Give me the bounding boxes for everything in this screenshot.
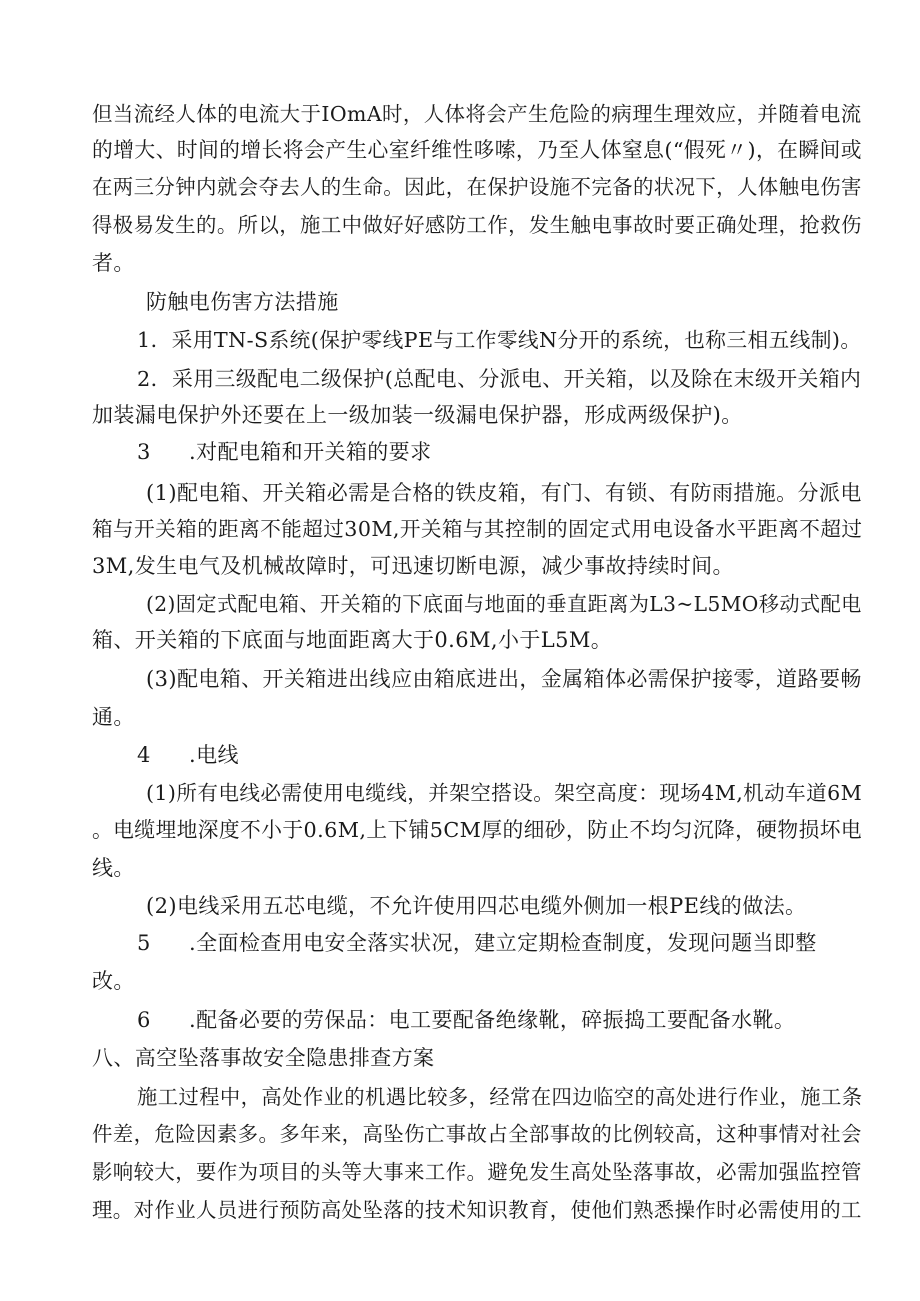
item-text-5: .全面检查用电安全落实状况，建立定期检查制度，发现问题当即整 [189, 931, 817, 955]
text-line-7: 1．采用TN-S系统(保护零线PE与工作零线N分开的系统，也称三相五线制)。 [137, 328, 862, 352]
text-line-11: (1)配电箱、开关箱必需是合格的铁皮箱，有门、有锁、有防雨措施。分派电 [146, 481, 862, 505]
text-line-8: 2．采用三级配电二级保护(总配电、分派电、开关箱，以及除在末级开关箱内 [137, 367, 862, 391]
text-line-9: 加装漏电保护外还要在上一级加装一级漏电保护器，形成两级保护)。 [92, 403, 743, 427]
text-line-22: (2)电线采用五芯电缆，不允许使用四芯电缆外侧加一根PE线的做法。 [146, 894, 807, 918]
text-line-29: 影响较大，要作为项目的头等大事来工作。避免发生高处坠落事故，必需加强监控管 [92, 1160, 862, 1184]
text-line-2: 的增大、时间的增长将会产生心室纤维性哆嗦，乃至人体窒息(“假死〃)，在瞬间或 [92, 138, 862, 162]
section-heading-electric-protection: 防触电伤害方法措施 [146, 290, 339, 314]
text-line-1: 但当流经人体的电流大于IOmA时，人体将会产生危险的病理生理效应，并随着电流 [92, 102, 862, 126]
item-text-4: .电线 [189, 743, 239, 767]
item-number-4: 4 [137, 743, 151, 767]
text-line-20: 。电缆埋地深度不小于0.6M,上下铺5CM厚的细砂，防止不均匀沉降，硬物损坏电 [92, 818, 863, 842]
text-line-16: (3)配电箱、开关箱进出线应由箱底进出，金属箱体必需保护接零，道路要畅 [146, 667, 862, 691]
text-line-14: (2)固定式配电箱、开关箱的下底面与地面的垂直距离为L3~L5MO移动式配电 [146, 592, 862, 616]
text-line-28: 件差，危险因素多。多年来，高坠伤亡事故占全部事故的比例较高，这种事情对社会 [92, 1122, 862, 1146]
item-number-6: 6 [137, 1008, 151, 1032]
text-line-27: 施工过程中，高处作业的机遇比较多，经常在四边临空的高处进行作业，施工条 [137, 1085, 863, 1109]
item-number-3: 3 [137, 440, 151, 464]
section-heading-fall-accident: 八、高空坠落事故安全隐患排查方案 [92, 1046, 435, 1070]
text-line-5: 者。 [92, 251, 135, 275]
numbered-item-6 [137, 1005, 795, 1035]
item-text-6: .配备必要的劳保品：电工要配备绝缘靴，碎振捣工要配备水靴。 [189, 1008, 796, 1032]
text-line-3: 在两三分钟内就会夺去人的生命。因此，在保护设施不完备的状况下，人体触电伤害 [92, 175, 862, 199]
item-text-3: .对配电箱和开关箱的要求 [189, 440, 432, 464]
text-line-12: 箱与开关箱的距离不能超过30M,开关箱与其控制的固定式用电设备水平距离不超过 [92, 517, 863, 541]
numbered-item-4 [137, 740, 239, 770]
text-line-15: 箱、开关箱的下底面与地面距离大于0.6M,小于L5M。 [92, 628, 613, 652]
numbered-item-3 [137, 437, 431, 467]
text-line-13: 3M,发生电气及机械故障时，可迅速切断电源，减少事故持续时间。 [92, 554, 734, 578]
numbered-item-5 [137, 928, 817, 958]
text-line-17: 通。 [92, 705, 135, 729]
text-line-30: 理。对作业人员进行预防高处坠落的技术知识教育，使他们熟悉操作时必需使用的工 [92, 1198, 862, 1222]
text-line-4: 得极易发生的。所以，施工中做好好感防工作，发生触电事故时要正确处理，抢救伤 [92, 213, 862, 237]
text-line-19: (1)所有电线必需使用电缆线，并架空搭设。架空高度：现场4M,机动车道6M [146, 781, 863, 805]
text-line-21: 线。 [92, 856, 135, 880]
item-number-5: 5 [137, 931, 151, 955]
text-line-24: 改。 [92, 969, 135, 993]
